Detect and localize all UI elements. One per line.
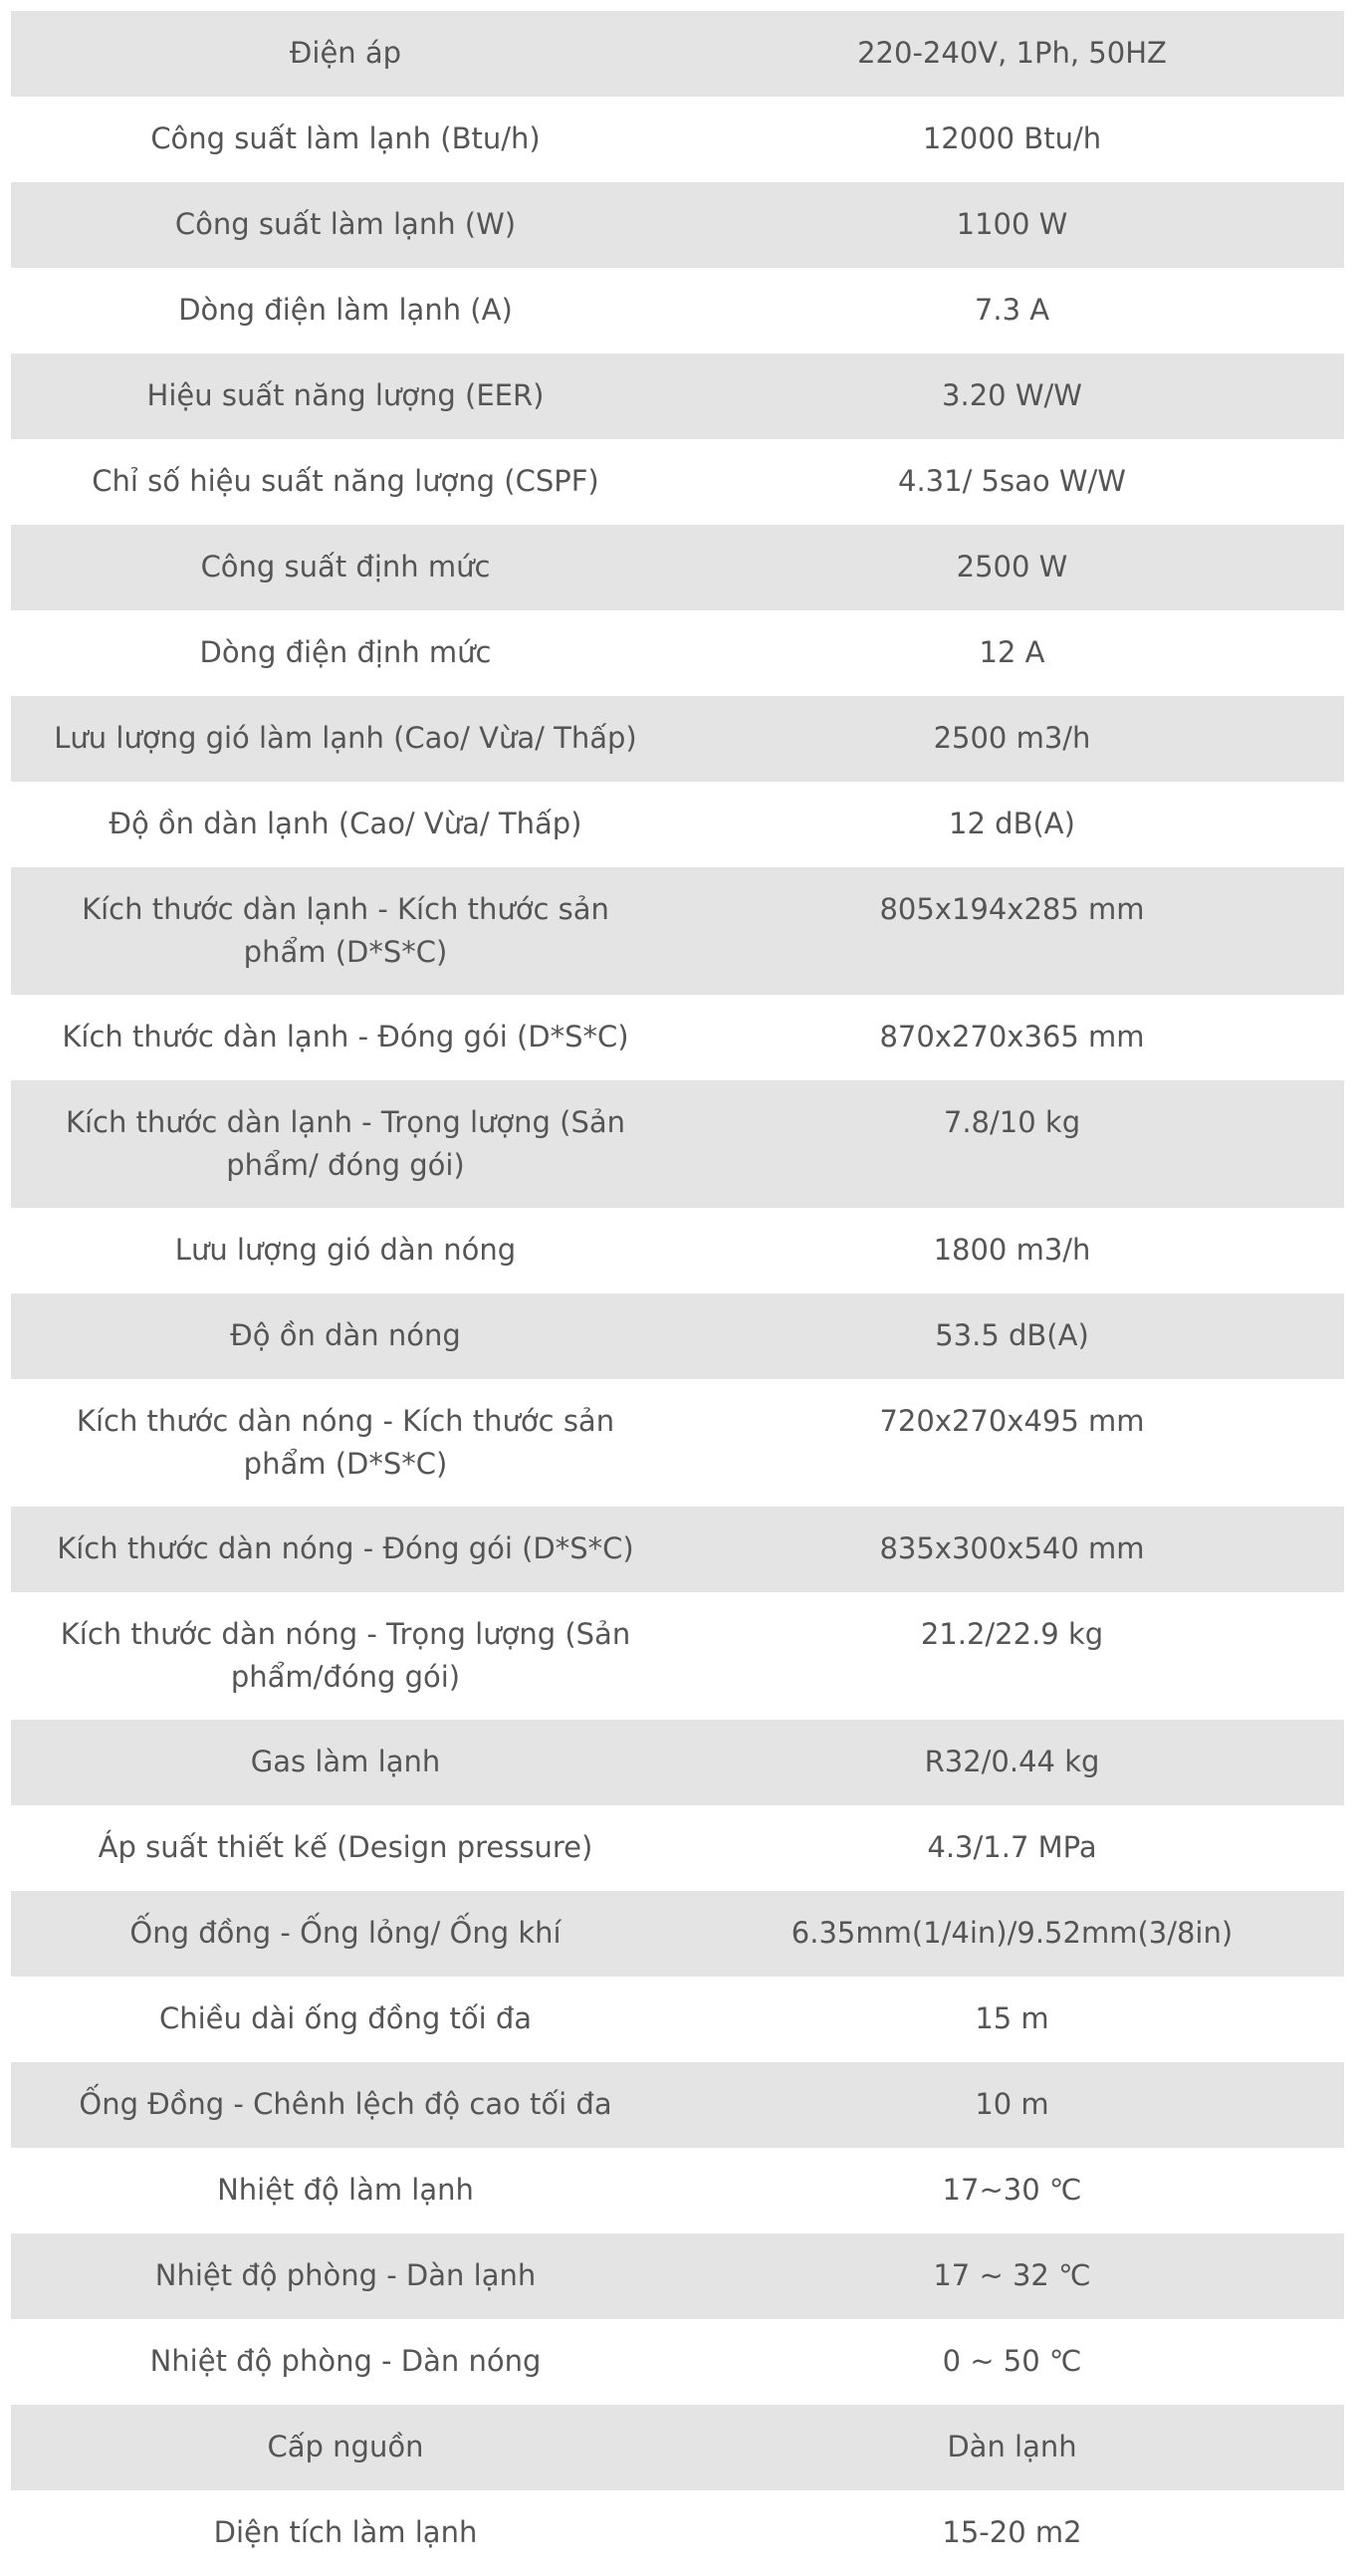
spec-table bbox=[11, 11, 1344, 2576]
spec-label: Kích thước dàn lạnh - Đóng gói (D*S*C) bbox=[11, 995, 680, 1080]
spec-row-room-temp-indoor bbox=[11, 2233, 1344, 2319]
spec-row-room-temp-outdoor bbox=[11, 2319, 1344, 2405]
spec-value: 21.2/22.9 kg bbox=[680, 1592, 1344, 1720]
spec-row-outdoor-airflow bbox=[11, 1208, 1344, 1293]
spec-row-design-pressure bbox=[11, 1805, 1344, 1891]
spec-row-eer bbox=[11, 353, 1344, 439]
spec-label: Chỉ số hiệu suất năng lượng (CSPF) bbox=[11, 439, 680, 525]
spec-label: Gas làm lạnh bbox=[11, 1720, 680, 1805]
spec-value: 4.3/1.7 MPa bbox=[680, 1805, 1344, 1891]
spec-value: 7.3 A bbox=[680, 268, 1344, 353]
spec-value: Dàn lạnh bbox=[680, 2405, 1344, 2490]
spec-row-rated-current bbox=[11, 610, 1344, 696]
spec-label: Áp suất thiết kế (Design pressure) bbox=[11, 1805, 680, 1891]
spec-value: 4.31/ 5sao W/W bbox=[680, 439, 1344, 525]
spec-value: 2500 W bbox=[680, 525, 1344, 610]
spec-value: R32/0.44 kg bbox=[680, 1720, 1344, 1805]
spec-row-max-height-difference bbox=[11, 2062, 1344, 2148]
spec-value: 3.20 W/W bbox=[680, 353, 1344, 439]
spec-value: 870x270x365 mm bbox=[680, 995, 1344, 1080]
spec-label: Công suất làm lạnh (W) bbox=[11, 182, 680, 268]
spec-label: Nhiệt độ phòng - Dàn lạnh bbox=[11, 2233, 680, 2319]
spec-label: Lưu lượng gió làm lạnh (Cao/ Vừa/ Thấp) bbox=[11, 696, 680, 782]
spec-label: Độ ồn dàn nóng bbox=[11, 1293, 680, 1379]
spec-label: Công suất làm lạnh (Btu/h) bbox=[11, 97, 680, 182]
spec-label: Lưu lượng gió dàn nóng bbox=[11, 1208, 680, 1293]
spec-row-indoor-packing bbox=[11, 995, 1344, 1080]
spec-value: 2500 m3/h bbox=[680, 696, 1344, 782]
spec-row-indoor-airflow bbox=[11, 696, 1344, 782]
spec-row-outdoor-dimensions bbox=[11, 1379, 1344, 1507]
spec-value: 805x194x285 mm bbox=[680, 867, 1344, 995]
spec-value: 1100 W bbox=[680, 182, 1344, 268]
spec-value: 720x270x495 mm bbox=[680, 1379, 1344, 1507]
spec-row-refrigerant bbox=[11, 1720, 1344, 1805]
spec-row-outdoor-weight bbox=[11, 1592, 1344, 1720]
spec-row-rated-power bbox=[11, 525, 1344, 610]
spec-row-voltage bbox=[11, 11, 1344, 97]
spec-value: 0 ~ 50 ℃ bbox=[680, 2319, 1344, 2405]
spec-row-cooling-capacity-btu bbox=[11, 97, 1344, 182]
spec-value: 10 m bbox=[680, 2062, 1344, 2148]
spec-label: Ống Đồng - Chênh lệch độ cao tối đa bbox=[11, 2062, 680, 2148]
spec-row-cooling-temperature bbox=[11, 2148, 1344, 2233]
spec-value: 53.5 dB(A) bbox=[680, 1293, 1344, 1379]
spec-value: 15 m bbox=[680, 1977, 1344, 2062]
spec-row-outdoor-noise bbox=[11, 1293, 1344, 1379]
spec-label: Chiều dài ống đồng tối đa bbox=[11, 1977, 680, 2062]
spec-row-outdoor-packing bbox=[11, 1507, 1344, 1592]
spec-label: Dòng điện định mức bbox=[11, 610, 680, 696]
spec-value: 1800 m3/h bbox=[680, 1208, 1344, 1293]
spec-row-max-pipe-length bbox=[11, 1977, 1344, 2062]
spec-row-cspf bbox=[11, 439, 1344, 525]
spec-label: Kích thước dàn lạnh - Kích thước sản phẩm (D*S*C) bbox=[11, 867, 680, 995]
spec-label: Diện tích làm lạnh bbox=[11, 2490, 680, 2576]
spec-label: Công suất định mức bbox=[11, 525, 680, 610]
spec-value: 12 A bbox=[680, 610, 1344, 696]
spec-value: 7.8/10 kg bbox=[680, 1080, 1344, 1208]
spec-value: 220-240V, 1Ph, 50HZ bbox=[680, 11, 1344, 97]
spec-row-indoor-dimensions bbox=[11, 867, 1344, 995]
spec-value: 835x300x540 mm bbox=[680, 1507, 1344, 1592]
spec-value: 17~30 ℃ bbox=[680, 2148, 1344, 2233]
spec-row-indoor-weight bbox=[11, 1080, 1344, 1208]
spec-row-power-supply bbox=[11, 2405, 1344, 2490]
spec-row-indoor-noise bbox=[11, 782, 1344, 867]
spec-value: 6.35mm(1/4in)/9.52mm(3/8in) bbox=[680, 1891, 1344, 1977]
spec-label: Kích thước dàn nóng - Kích thước sản phẩm (D*S*C) bbox=[11, 1379, 680, 1507]
spec-label: Điện áp bbox=[11, 11, 680, 97]
spec-label: Kích thước dàn lạnh - Trọng lượng (Sản phẩm/ đóng gói) bbox=[11, 1080, 680, 1208]
spec-value: 12 dB(A) bbox=[680, 782, 1344, 867]
spec-row-cooling-current bbox=[11, 268, 1344, 353]
spec-value: 17 ~ 32 ℃ bbox=[680, 2233, 1344, 2319]
spec-row-cooling-area bbox=[11, 2490, 1344, 2576]
spec-label: Nhiệt độ làm lạnh bbox=[11, 2148, 680, 2233]
spec-label: Cấp nguồn bbox=[11, 2405, 680, 2490]
spec-value: 15-20 m2 bbox=[680, 2490, 1344, 2576]
spec-label: Kích thước dàn nóng - Đóng gói (D*S*C) bbox=[11, 1507, 680, 1592]
spec-row-copper-pipe bbox=[11, 1891, 1344, 1977]
spec-label: Dòng điện làm lạnh (A) bbox=[11, 268, 680, 353]
spec-label: Hiệu suất năng lượng (EER) bbox=[11, 353, 680, 439]
spec-label: Độ ồn dàn lạnh (Cao/ Vừa/ Thấp) bbox=[11, 782, 680, 867]
spec-label: Kích thước dàn nóng - Trọng lượng (Sản phẩm/đóng gói) bbox=[11, 1592, 680, 1720]
spec-value: 12000 Btu/h bbox=[680, 97, 1344, 182]
spec-label: Ống đồng - Ống lỏng/ Ống khí bbox=[11, 1891, 680, 1977]
spec-row-cooling-capacity-w bbox=[11, 182, 1344, 268]
spec-label: Nhiệt độ phòng - Dàn nóng bbox=[11, 2319, 680, 2405]
